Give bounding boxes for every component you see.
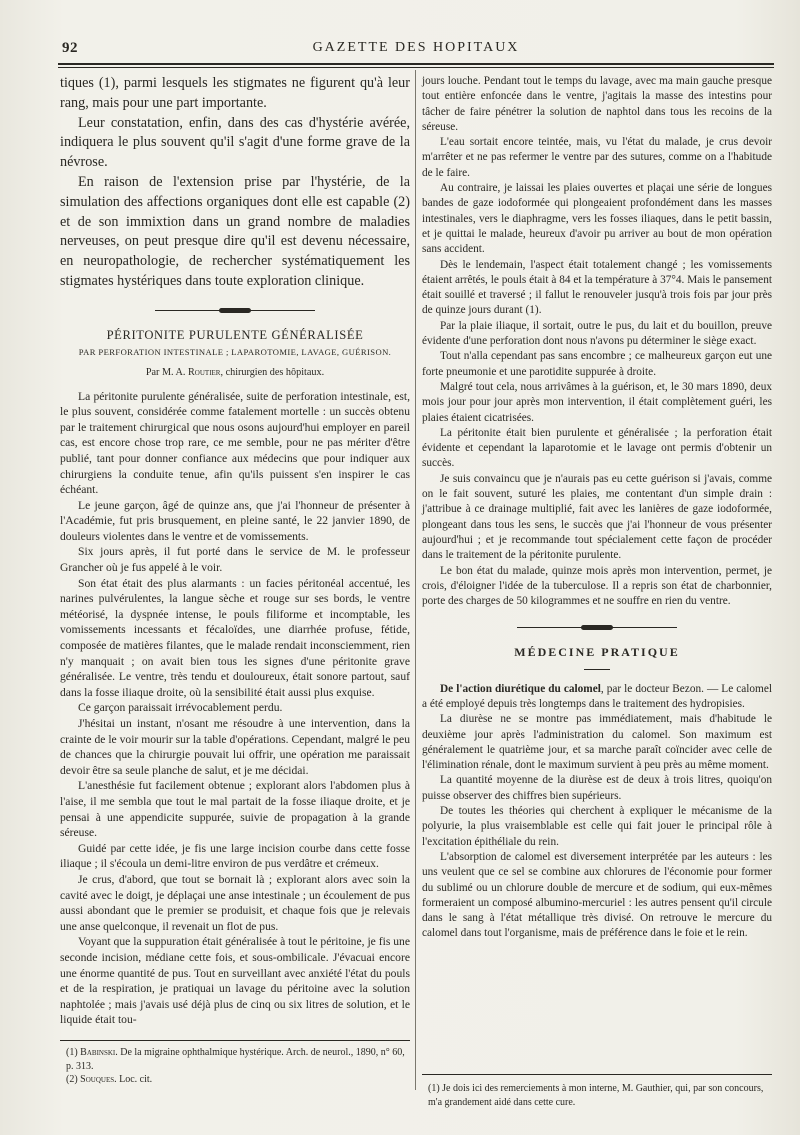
article-paragraph: Voyant que la suppuration était généralisée à tout le péritoine, je fis une seconde incision, médiane cette fois, et sous-ombilicale. J'évacuai encore une énorme quantité de pus. Tout en surveillant avec anxiété l'état du pouls et de la respiration, je pratiquai un lavage du péritoine avec la solution naphtolée ; mais j'avais usé déjà plus de cinq ou six litres de solution, et le liquide était tou- (60, 935, 410, 1027)
footnote-author: Souques (80, 1074, 115, 1086)
article-paragraph: La péritonite était bien purulente et généralisée ; la perforation était évidente et cependant la laparotomie et le lavage ont permis d'obtenir un succès. (422, 426, 772, 470)
header-rule-thin (58, 67, 774, 68)
article-paragraph: Le bon état du malade, quinze mois après mon intervention, permet, je crois, d'éloigner l'idée de la tuberculose. Il a repris son état de charbonnier, porte des charges de 50 kilogrammes et ne souffre en rien du ventre. (422, 564, 772, 608)
article-subtitle: PAR PERFORATION INTESTINALE ; LAPAROTOMIE, LAVAGE, GUÉRISON. (78, 347, 392, 358)
article-paragraph: Au contraire, je laissai les plaies ouvertes et plaçai une série de longues bandes de gaze iodoformée qui plongeaient profondément dans les masses intestinales, vers le diaphragme, vers les fosses iliaques, dans le petit bassin, et je quittai le malade, heureux d'avoir pu arriver au bout de mon opération sans accident. (422, 182, 772, 256)
footnote (60, 1046, 410, 1073)
lead-text: , par le docteur Bezon. — Le calomel a été employé depuis très longtemps dans le traitement des hydropisies. (422, 682, 772, 710)
article-paragraph: jours louche. Pendant tout le temps du lavage, avec ma main gauche presque tout entière enfoncée dans le ventre, j'agitais la masse des intestins pour tâcher de faire pénétrer la solution de naphtol dans tous les recoins de la séreuse. (422, 75, 772, 133)
right-column (422, 74, 772, 942)
left-column (60, 74, 410, 1028)
footnote-text: . De la migraine ophthalmique hystérique. Arch. de neurol., 1890, n° 60, p. 313. (66, 1047, 405, 1072)
byline-author: Routier (188, 366, 221, 378)
article-paragraph: Tout n'alla cependant pas sans encombre ; ce malheureux garçon eut une forte pneumonie et une parotidite suppurée à droite. (422, 350, 772, 378)
article-title: PÉRITONITE PURULENTE GÉNÉRALISÉE (106, 327, 364, 342)
article-paragraph: Dès le lendemain, l'aspect était totalement changé ; les vomissements étaient arrêtés, le pouls était à 84 et la température à 37°4. Mais le pansement était souillé et traversé ; il fallut le renouveler jusqu'à trois fois par jour près de quinze jours durant (1). (422, 258, 772, 317)
article-byline (60, 365, 410, 381)
page-header (58, 36, 774, 62)
article-paragraph: L'anesthésie fut facilement obtenue ; explorant alors l'abdomen plus à l'aise, il me sembla que tout le mal partait de la fosse iliaque droite, et je pensai à une appendicite suppurée, suivie de propagation à la grande séreuse. (60, 779, 410, 840)
article-paragraph: Le jeune garçon, âgé de quinze ans, que j'ai l'honneur de présenter à l'Académie, fut pris brusquement, en pleine santé, le 22 janvier 1890, de douleurs violentes dans le ventre et de vomissements. (60, 498, 410, 543)
footnote-text: . Loc. cit. (114, 1074, 153, 1086)
article-paragraph: L'eau sortait encore teintée, mais, vu l'état du malade, je crus devoir m'arrêter et ne pas refermer le ventre par des sutures, comme on a l'habitude de le faire. (422, 136, 772, 179)
intro-paragraph: Leur constatation, enfin, dans des cas d'hystérie avérée, indiquera le plus souvent qu'il s'agit d'une forme grave de la névrose. (60, 114, 410, 171)
byline-suffix: , chirurgien des hôpitaux. (220, 366, 325, 378)
article-paragraph: Ce garçon paraissait irrévocablement perdu. (78, 701, 283, 715)
medicine-paragraph: De toutes les théories qui cherchent à expliquer le mécanisme de la polyurie, la plus vraisemblable est celle qui fait jouer le principal rôle à l'excitation épithéliale du rein. (422, 805, 772, 848)
left-footnotes (60, 1046, 410, 1087)
section-ornament (155, 306, 315, 316)
article-paragraph: Son état était des plus alarmants : un facies péritonéal accentué, les narines pulvérulentes, la langue sèche et rouge sur ses bords, le ventre météorisé, la dyspnée intense, le pouls filiforme et incomptable, les vomissements incessants et fécaloïdes, une diarrhée profuse, fétide, composée de matières filantes, que le malade rendait inconsciemment, rien n'y manquait ; on avait bien tous les signes d'une péritonite grave généralisée. Le ventre, très tendu et douloureux, était sonore partout, sauf dans la fosse iliaque droite, où la sensibilité était aussi plus exquise. (60, 576, 410, 699)
article-paragraph: La péritonite purulente généralisée, suite de perforation intestinale, est, le plus souvent, considérée comme fatalement mortelle : un succès obtenu par le traitement chirurgical que nous osons aujourd'hui employer en pareil cas, est encore chose trop rare, ce me semble, pour ne pas mériter d'être publié, tant pour donner confiance aux médecins que pour indiquer aux chirurgiens la conduite tenue, afin qu'ils puissent s'en inspirer le cas échéant. (60, 389, 410, 497)
article-paragraph: Je suis convaincu que je n'aurais pas eu cette guérison si j'avais, comme on le fait souvent, suturé les plaies, me contentant d'un simple drain : j'attribue à ce drainage multiplié, fait avec les lanières de gaze iodoformée, plongeant dans tous les sens, le succès que j'ai l'honneur de vous présenter aujourd'hui ; et je recommande tout spécialement cette façon de procéder dans le traitement de la péritonite purulente. (422, 472, 772, 562)
footnote-number: (2) (66, 1074, 78, 1086)
page-number: 92 (62, 40, 78, 56)
footnote: (1) Je dois ici des remerciements à mon interne, M. Gauthier, qui, par son concours, m'a grandement aidé dans cette cure. (428, 1083, 764, 1108)
intro-paragraph: En raison de l'extension prise par l'hystérie, de la simulation des affections organiques dont elle est capable (2) et de son immixtion dans un grand nombre de maladies nerveuses, on peut presque dire qu'il est devenu nécessaire, en neuropathologie, de rechercher systématiquement les stigmates hystériques dans toute exploration clinique. (60, 173, 410, 289)
article-paragraph: Guidé par cette idée, je fis une large incision courbe dans cette fosse iliaque ; il s'écoula un demi-litre environ de pus verdâtre et crémeux. (60, 841, 410, 871)
lead-title: De l'action diurétique du calomel (440, 682, 601, 695)
article-paragraph: Par la plaie iliaque, il sortait, outre le pus, du lait et du bouillon, preuve évidente d'une perforation dont nous n'avons pu déterminer le siège exact. (422, 319, 772, 348)
article-paragraph: Je crus, d'abord, que tout se bornait là ; explorant alors avec soin la cavité avec le doigt, je déplaçai une anse intestinale ; un écoulement de pus aussi abondant que le premier se produisit, et chaque fois que je relevais une anse quelconque, il revenait un flot de pus. (60, 872, 410, 933)
journal-title: GAZETTE DES HOPITAUX (312, 40, 520, 55)
medicine-paragraph: La diurèse ne se montre pas immédiatement, mais d'habitude le deuxième jour après l'administration du calomel. Son maximum est généralement le quatrième jour, et sa marche paraît coïncider avec celle de l'élimination rénale, dont le maximum survient à peu près au même moment. (422, 713, 772, 772)
article-paragraph: Six jours après, il fut porté dans le service de M. le professeur Grancher où je fus appelé à le voir. (60, 545, 410, 575)
article-paragraph: J'hésitai un instant, n'osant me résoudre à une intervention, dans la crainte de le voir mourir sur la table d'opérations. Cependant, malgré le peu de chances que la chirurgie pouvait lui offrir, une opération me paraissait devoir être sa seule planche de salut, et je me décidai. (60, 717, 410, 777)
footnote-rule (60, 1040, 410, 1041)
section-title: MÉDECINE PRATIQUE (514, 645, 680, 660)
byline-prefix: Par M. A. (145, 366, 186, 378)
section-ornament (517, 623, 677, 633)
article-paragraph: Malgré tout cela, nous arrivâmes à la guérison, et, le 30 mars 1890, deux mois jour pour jour après mon intervention, il était complètement guéri, les plaies étaient cicatrisées. (422, 380, 772, 424)
intro-paragraph: tiques (1), parmi lesquels les stigmates ne figurent qu'à leur rang, mais pour une part importante. (60, 75, 410, 111)
footnote-author: Babinski (80, 1047, 116, 1058)
footnote-number: (1) (66, 1047, 78, 1058)
footnote (60, 1073, 410, 1087)
column-divider (415, 70, 416, 1090)
medicine-lead-paragraph (422, 682, 772, 713)
medicine-paragraph: La quantité moyenne de la diurèse est de deux à trois litres, quoiqu'on puisse observer des chiffres bien supérieurs. (422, 774, 772, 802)
section-short-rule (584, 669, 610, 670)
header-rule-thick (58, 63, 774, 65)
right-footnotes (422, 1082, 772, 1109)
medicine-paragraph: L'absorption de calomel est diversement interprétée par les auteurs : les uns veulent que ce sel se combine aux chlorures de l'économie pour former du sublimé ou un chlorure double de mercure et de sodium, qui eux-mêmes formeraient un composé albumino-mercuriel : les autres pensent qu'il circule dans le sang à l'état métallique très divisé. On retrouve le mercure du calomel dans tout l'organisme, mais de préférence dans le foie et le rein. (422, 850, 772, 940)
footnote-rule (422, 1074, 772, 1075)
